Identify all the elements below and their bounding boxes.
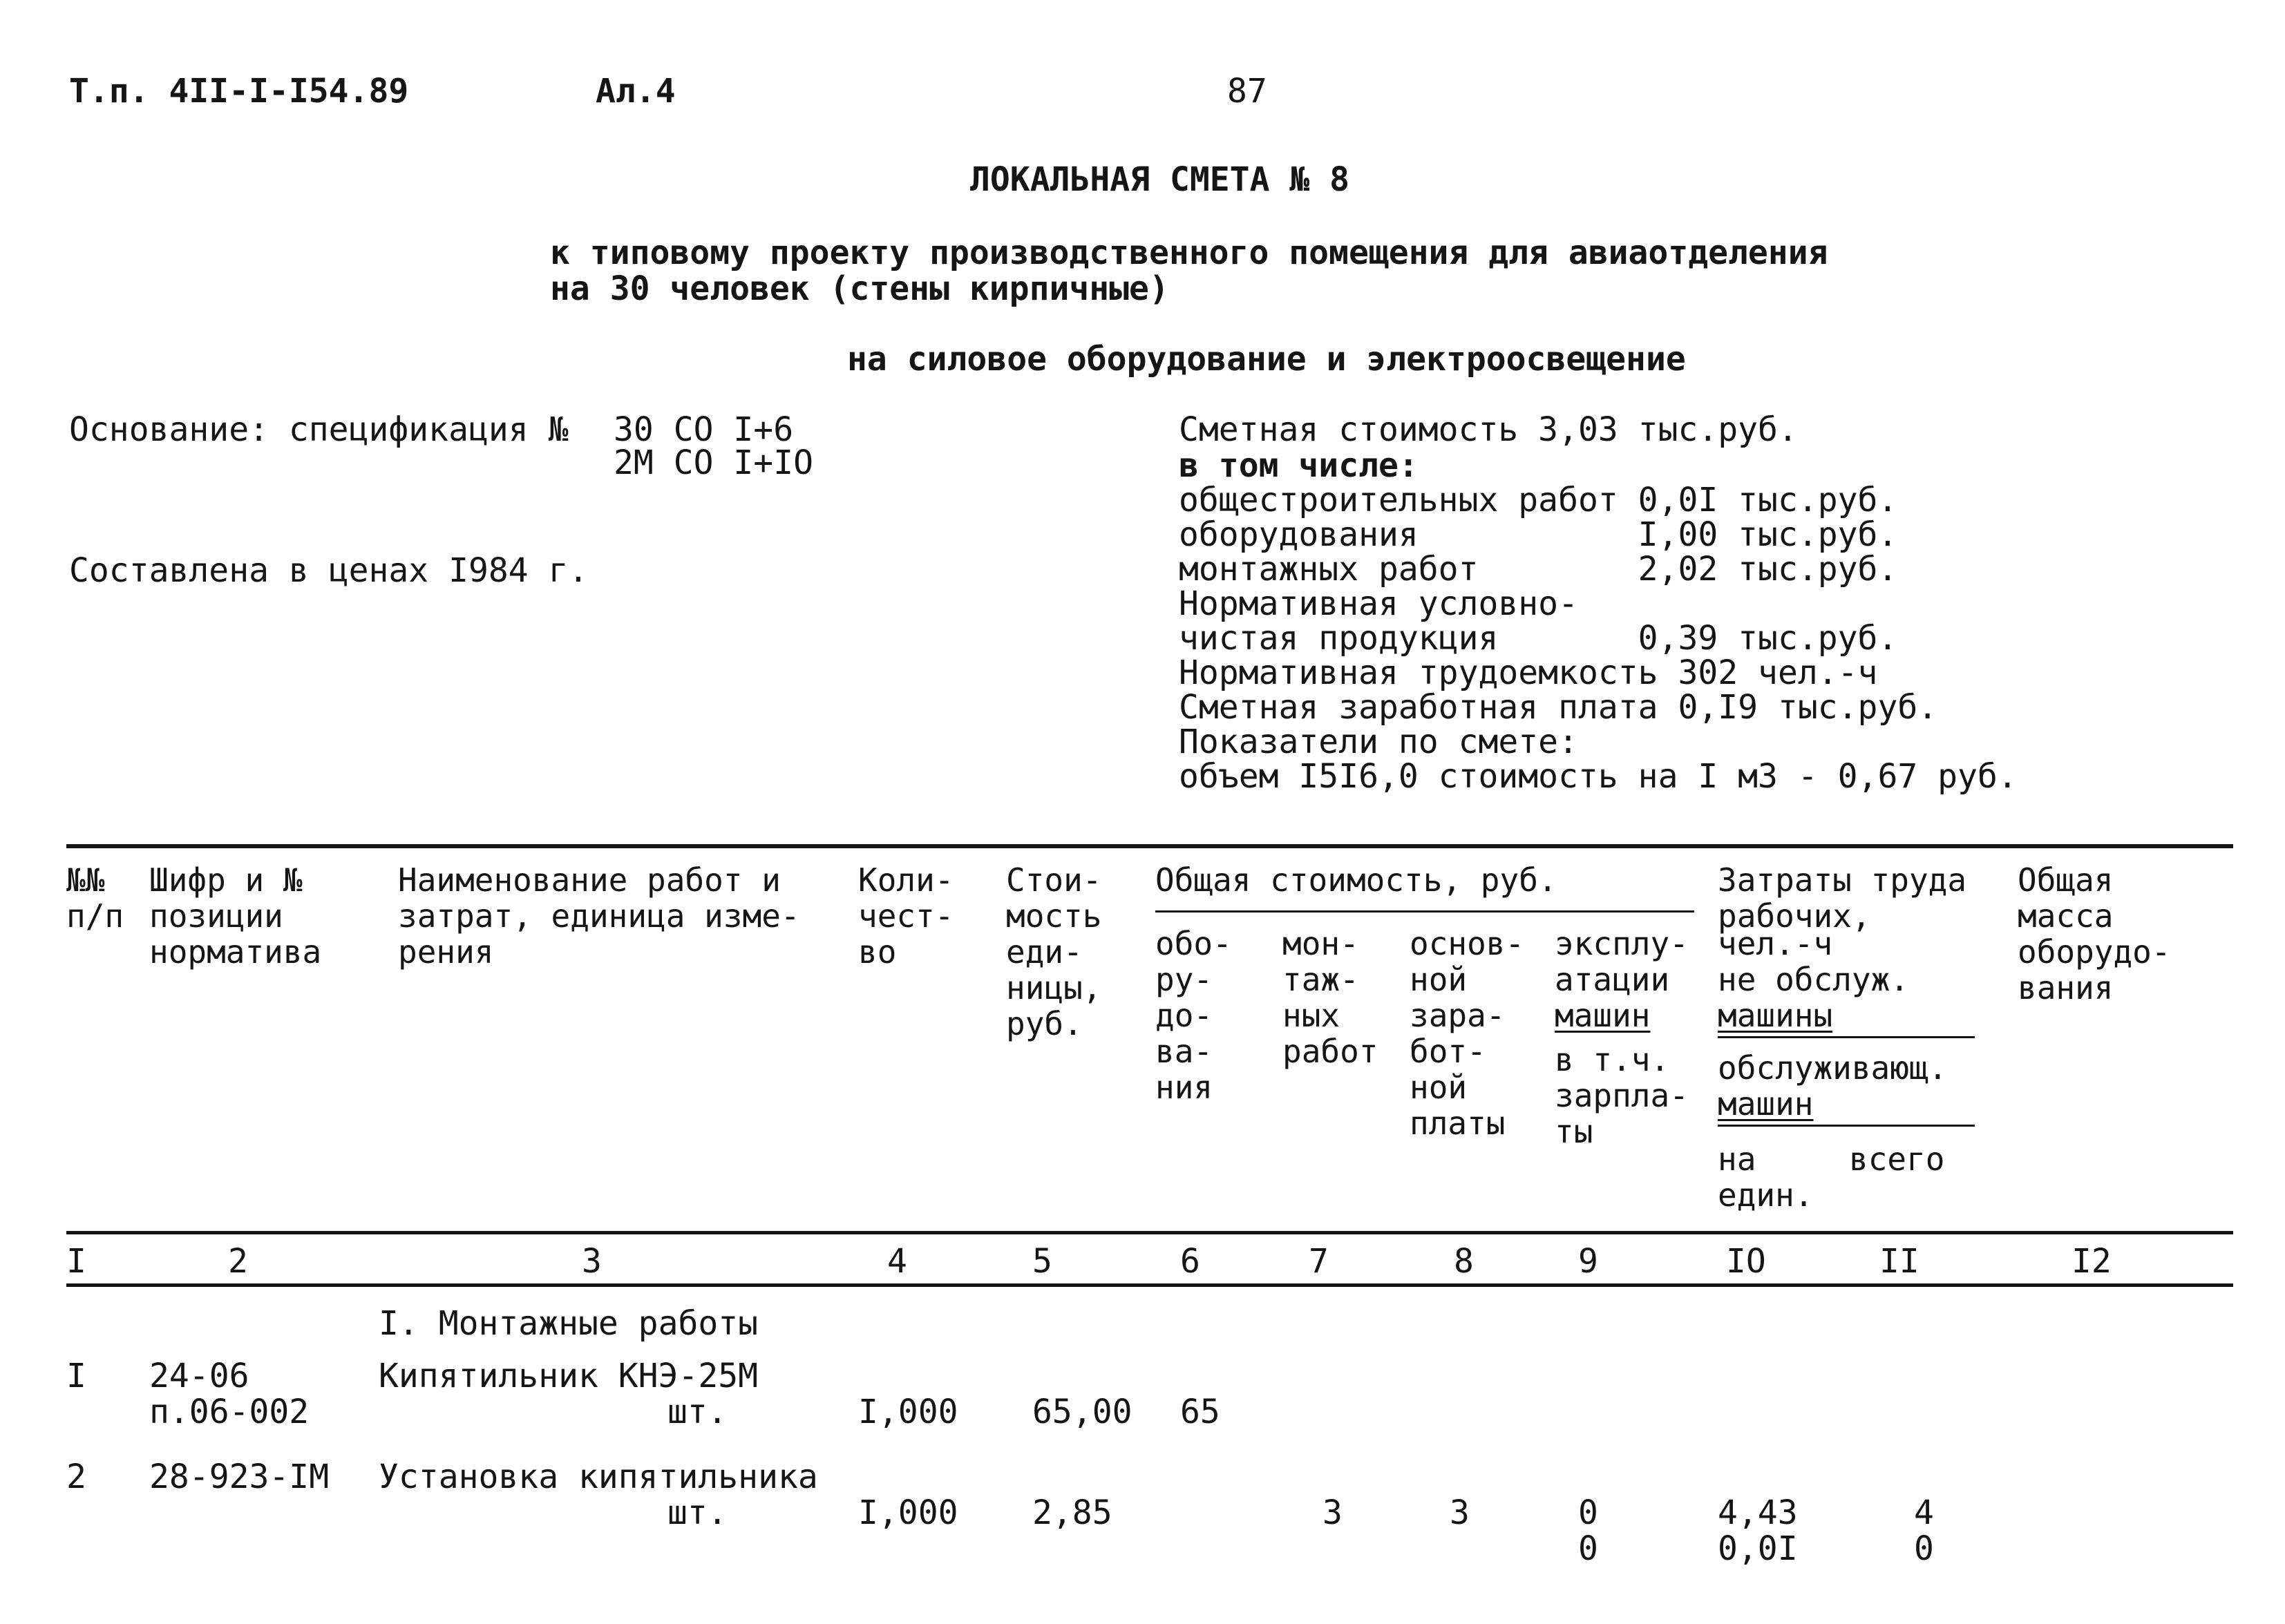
header-row-number: №№ п/п	[66, 861, 124, 935]
prices-note: Составлена в ценах I984 г.	[69, 551, 589, 590]
column-numbers-rule	[66, 1283, 2233, 1287]
column-number: 7	[1309, 1242, 1329, 1281]
row-code: 28-923-IМ	[149, 1458, 330, 1496]
row-unit: шт.	[667, 1393, 728, 1431]
header-mounting: мон- таж- ных работ	[1282, 925, 1378, 1070]
row-salary: 3	[1450, 1493, 1470, 1532]
header-total-cost-group: Общая стоимость, руб.	[1155, 861, 1557, 899]
header-unit-cost: Стои- мость еди- ницы, руб.	[1006, 861, 1102, 1042]
estimate-subject: на силовое оборудование и электроосвещение	[847, 340, 1686, 379]
column-number: 4	[887, 1242, 907, 1281]
summary-line: Сметная заработная плата 0,I9 тыс.руб.	[1179, 688, 1938, 727]
header-equipment-mass: Общая масса оборудо- вания	[2018, 861, 2171, 1006]
labor-rule-2	[1718, 1125, 1975, 1127]
header-work-name: Наименование работ и затрат, единица изме- рения	[398, 861, 800, 971]
subtitle-line-2: на 30 человек (стены кирпичные)	[550, 269, 1169, 308]
cost-group-rule	[1155, 910, 1694, 913]
header-quantity: Коли- чест- во	[858, 861, 954, 971]
row-mounting-cost: 3	[1322, 1493, 1343, 1532]
subtitle-line-1: к типовому проекту производственного помещения для авиаотделения	[550, 233, 1828, 272]
header-labor-group: Затраты труда рабочих,	[1718, 861, 1967, 935]
row-labor-total: 4 0	[1914, 1493, 1934, 1568]
summary-line: общестроительных работ 0,0I тыс.руб.	[1179, 481, 1898, 519]
row-unit-cost: 2,85	[1032, 1493, 1112, 1532]
row-unit: шт.	[667, 1493, 728, 1532]
table-top-rule	[66, 844, 2233, 848]
column-number: I	[66, 1242, 86, 1281]
header-bottom-rule	[66, 1231, 2233, 1234]
header-machine-salary: в т.ч. зарпла- ты	[1555, 1041, 1689, 1150]
row-number: I	[66, 1357, 86, 1395]
header-code: Шифр и № позиции норматива	[149, 861, 322, 971]
summary-line: Нормативная трудоемкость 302 чел.-ч	[1179, 653, 1878, 692]
summary-line: чистая продукция 0,39 тыс.руб.	[1179, 619, 1898, 658]
summary-line: Нормативная условно-	[1179, 584, 1578, 623]
row-labor-per-unit: 4,43 0,0I	[1718, 1493, 1798, 1568]
column-number: 3	[582, 1242, 602, 1281]
column-number: IO	[1726, 1242, 1766, 1281]
column-number: 9	[1578, 1242, 1598, 1281]
column-number: 6	[1180, 1242, 1200, 1281]
estimate-title: ЛОКАЛЬНАЯ СМЕТА № 8	[970, 160, 1350, 199]
section-title: I. Монтажные работы	[379, 1304, 759, 1343]
row-number: 2	[66, 1458, 86, 1496]
header-per-unit: на един.	[1718, 1140, 1814, 1214]
header-total: всего	[1849, 1140, 1945, 1178]
summary-line: монтажных работ 2,02 тыс.руб.	[1179, 550, 1898, 589]
row-quantity: I,000	[858, 1393, 958, 1431]
summary-line: оборудования I,00 тыс.руб.	[1179, 515, 1898, 554]
header-machine-operation-machines: машин	[1555, 997, 1651, 1034]
basis-spec-2: 2М СО I+IО	[614, 443, 813, 482]
header-labor-serving-machines: машин	[1718, 1085, 1814, 1123]
column-number: 2	[228, 1242, 248, 1281]
header-equipment: обо- ру- до- ва- ния	[1155, 925, 1232, 1106]
document-code: Т.п. 4II-I-I54.89	[69, 72, 409, 111]
summary-line: объем I5I6,0 стоимость на I м3 - 0,67 руб.	[1179, 757, 2018, 796]
summary-line: Сметная стоимость 3,03 тыс.руб.	[1179, 410, 1798, 449]
column-number: 8	[1454, 1242, 1474, 1281]
summary-line: в том числе:	[1179, 446, 1419, 485]
header-base-salary: основ- ной зара- бот- ной платы	[1410, 925, 1525, 1142]
column-number: I2	[2071, 1242, 2112, 1281]
header-labor-not-serving-machines: машины	[1718, 997, 1833, 1034]
row-work-name: Установка кипятильника	[379, 1458, 818, 1496]
column-number: 5	[1032, 1242, 1052, 1281]
header-labor-not-serving: чел.-ч не обслуж.	[1718, 925, 1909, 998]
row-unit-cost: 65,00	[1032, 1393, 1132, 1431]
row-work-name: Кипятильник КНЭ-25М	[379, 1357, 759, 1395]
row-machine-cost: 0 0	[1578, 1493, 1598, 1568]
page-number: 87	[1227, 72, 1267, 111]
row-code: 24-06 п.06-002	[149, 1357, 310, 1431]
album-number: Ал.4	[596, 72, 676, 111]
labor-rule-1	[1718, 1036, 1975, 1038]
row-equipment-cost: 65	[1180, 1393, 1220, 1431]
basis-label: Основание: спецификация №	[69, 410, 569, 449]
summary-line: Показатели по смете:	[1179, 723, 1578, 761]
row-quantity: I,000	[858, 1493, 958, 1532]
basis-spec-1: 30 СО I+6	[614, 410, 794, 449]
header-machine-operation: эксплу- атации	[1555, 925, 1689, 998]
header-labor-serving: обслуживающ.	[1718, 1049, 1948, 1087]
column-number: II	[1879, 1242, 1919, 1281]
